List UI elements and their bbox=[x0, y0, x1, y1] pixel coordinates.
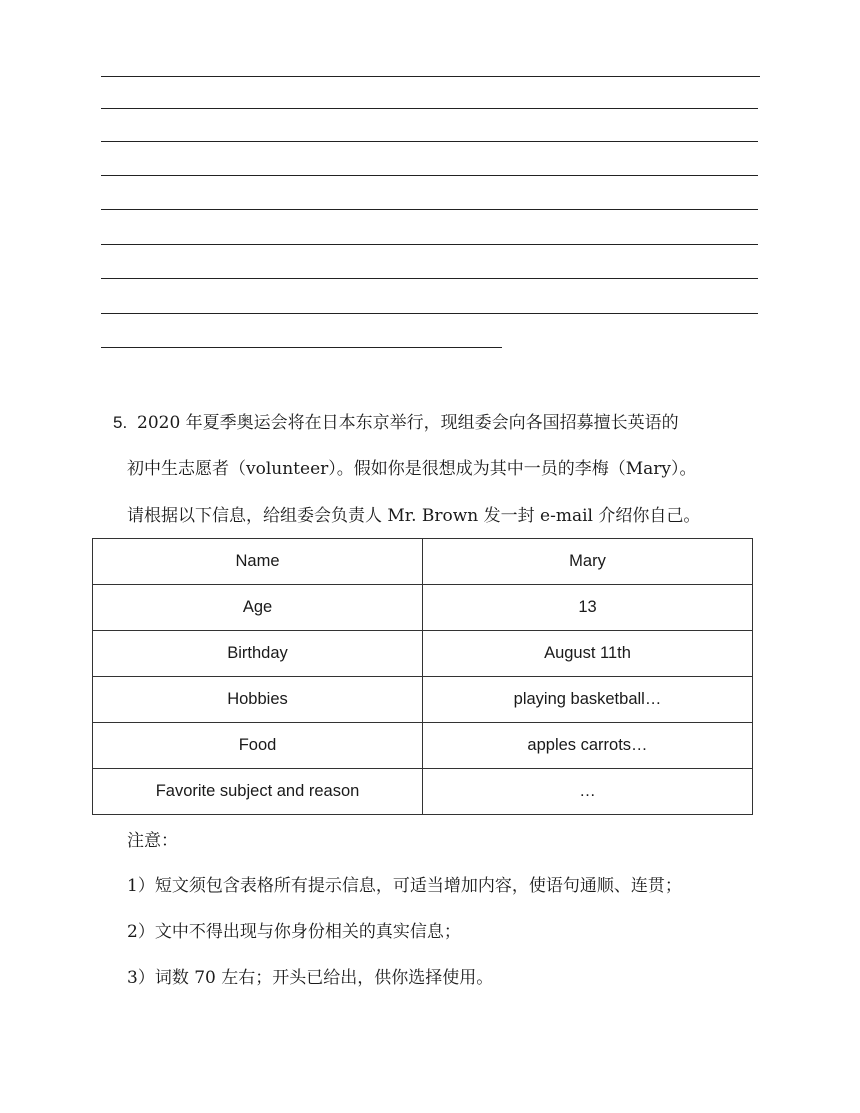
question-number: 5. bbox=[113, 413, 128, 432]
answer-line bbox=[101, 108, 758, 109]
answer-line bbox=[101, 209, 758, 210]
table-row bbox=[93, 631, 753, 677]
note-item: 1）短文须包含表格所有提示信息，可适当增加内容，使语句通顺、连贯； bbox=[127, 876, 682, 896]
row-value: … bbox=[423, 769, 753, 815]
row-label: Name bbox=[93, 539, 423, 585]
row-value: August 11th bbox=[423, 631, 753, 677]
note-item: 3）词数 70 左右；开头已给出，供你选择使用。 bbox=[127, 968, 494, 988]
row-value: apples carrots… bbox=[423, 723, 753, 769]
question-line-2: 初中生志愿者（volunteer）。假如你是很想成为其中一员的李梅（Mary）。 bbox=[127, 459, 697, 479]
notes-heading: 注意： bbox=[127, 831, 178, 851]
row-label: Age bbox=[93, 585, 423, 631]
row-value: 13 bbox=[423, 585, 753, 631]
answer-line bbox=[101, 347, 502, 348]
table-row bbox=[93, 539, 753, 585]
table-row bbox=[93, 677, 753, 723]
answer-line bbox=[101, 278, 758, 279]
row-value: Mary bbox=[423, 539, 753, 585]
answer-line bbox=[101, 244, 758, 245]
row-value: playing basketball… bbox=[423, 677, 753, 723]
table-row bbox=[93, 769, 753, 815]
answer-line bbox=[101, 76, 760, 77]
question-line-1: 2020 年夏季奥运会将在日本东京举行，现组委会向各国招募擅长英语的 bbox=[137, 413, 679, 433]
table-row bbox=[93, 585, 753, 631]
answer-line bbox=[101, 175, 758, 176]
answer-line bbox=[101, 141, 758, 142]
row-label: Hobbies bbox=[93, 677, 423, 723]
row-label: Food bbox=[93, 723, 423, 769]
table-row bbox=[93, 723, 753, 769]
row-label: Favorite subject and reason bbox=[93, 769, 423, 815]
note-item: 2）文中不得出现与你身份相关的真实信息； bbox=[127, 922, 461, 942]
info-table bbox=[92, 538, 753, 815]
answer-line bbox=[101, 313, 758, 314]
question-line-3: 请根据以下信息，给组委会负责人 Mr. Brown 发一封 e-mail 介绍你自己。 bbox=[127, 506, 701, 526]
row-label: Birthday bbox=[93, 631, 423, 677]
